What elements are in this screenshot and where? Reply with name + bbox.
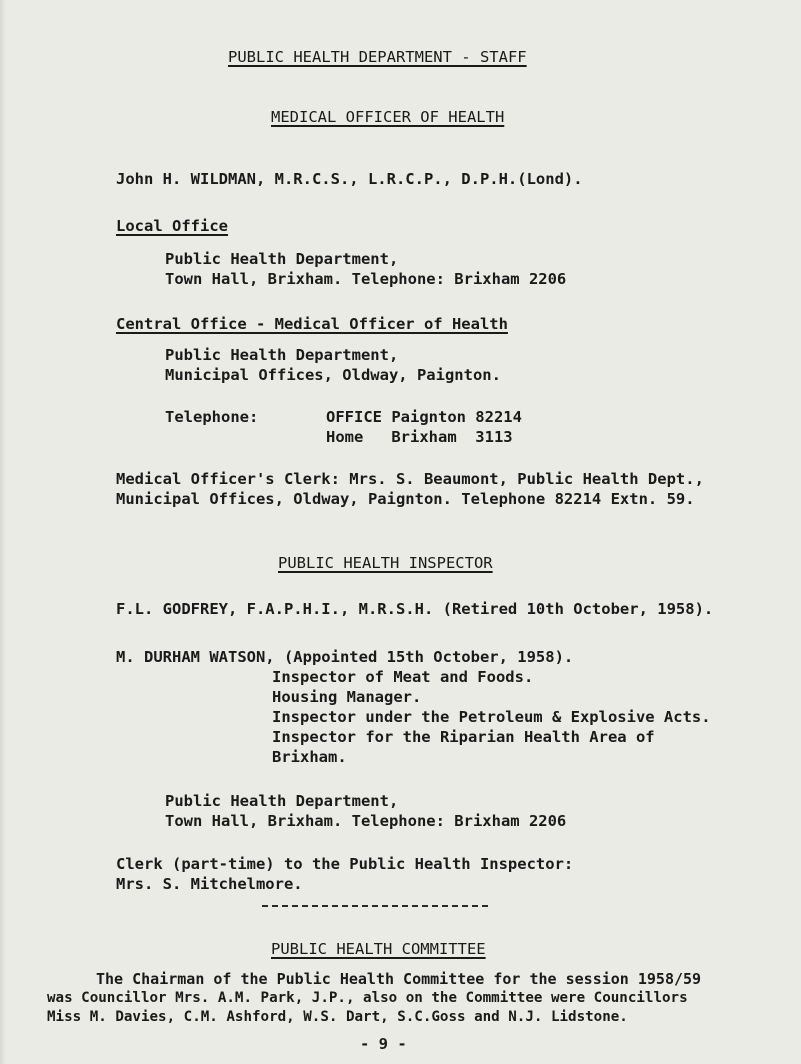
telephone-label: Telephone: bbox=[165, 408, 259, 426]
moh-clerk-line1: Medical Officer's Clerk: Mrs. S. Beaumont, Public Health Dept., bbox=[116, 470, 704, 488]
page-number: - 9 - bbox=[360, 1035, 407, 1053]
committee-line: The Chairman of the Public Health Committee for the session 1958/59 bbox=[96, 970, 702, 988]
inspector-godfrey: F.L. GODFREY, F.A.P.H.I., M.R.S.H. (Retired 10th October, 1958). bbox=[116, 600, 714, 618]
committee-title: PUBLIC HEALTH COMMITTEE bbox=[271, 940, 486, 958]
inspector-clerk-line2: Mrs. S. Mitchelmore. bbox=[116, 875, 303, 893]
moh-title: MEDICAL OFFICER OF HEALTH bbox=[271, 108, 505, 126]
committee-line: Miss M. Davies, C.M. Ashford, W.S. Dart, S.C.Goss and N.J. Lidstone. bbox=[47, 1009, 628, 1025]
local-office-title: Local Office bbox=[116, 217, 228, 235]
inspector-watson-line: Housing Manager. bbox=[272, 688, 422, 706]
inspector-watson-line: M. DURHAM WATSON, (Appointed 15th October, 1958). bbox=[116, 648, 574, 666]
page-edge-shadow bbox=[0, 0, 6, 1064]
inspector-watson-line: Inspector under the Petroleum & Explosive Acts. bbox=[272, 708, 711, 726]
central-office-title: Central Office - Medical Officer of Health bbox=[116, 315, 508, 333]
local-office-line1: Public Health Department, bbox=[165, 250, 399, 268]
telephone-office: OFFICE Paignton 82214 bbox=[326, 408, 522, 426]
section-divider bbox=[262, 905, 488, 907]
inspector-office-line1: Public Health Department, bbox=[165, 792, 399, 810]
inspector-watson-line: Brixham. bbox=[272, 748, 347, 766]
moh-name: John H. WILDMAN, M.R.C.S., L.R.C.P., D.P.H.(Lond). bbox=[116, 170, 583, 188]
moh-clerk-line2: Municipal Offices, Oldway, Paignton. Telephone 82214 Extn. 59. bbox=[116, 490, 695, 508]
page-heading: PUBLIC HEALTH DEPARTMENT - STAFF bbox=[228, 48, 527, 66]
inspector-title: PUBLIC HEALTH INSPECTOR bbox=[278, 554, 493, 572]
inspector-office-line2: Town Hall, Brixham. Telephone: Brixham 2206 bbox=[165, 812, 567, 830]
central-office-line2: Municipal Offices, Oldway, Paignton. bbox=[165, 366, 501, 384]
inspector-watson-line: Inspector of Meat and Foods. bbox=[272, 668, 534, 686]
inspector-clerk-line1: Clerk (part-time) to the Public Health Inspector: bbox=[116, 855, 574, 873]
telephone-home: Home Brixham 3113 bbox=[326, 428, 513, 446]
central-office-line1: Public Health Department, bbox=[165, 346, 399, 364]
local-office-line2: Town Hall, Brixham. Telephone: Brixham 2206 bbox=[165, 270, 567, 288]
inspector-watson-line: Inspector for the Riparian Health Area of bbox=[272, 728, 655, 746]
committee-line: was Councillor Mrs. A.M. Park, J.P., also on the Committee were Councillors bbox=[47, 990, 688, 1006]
